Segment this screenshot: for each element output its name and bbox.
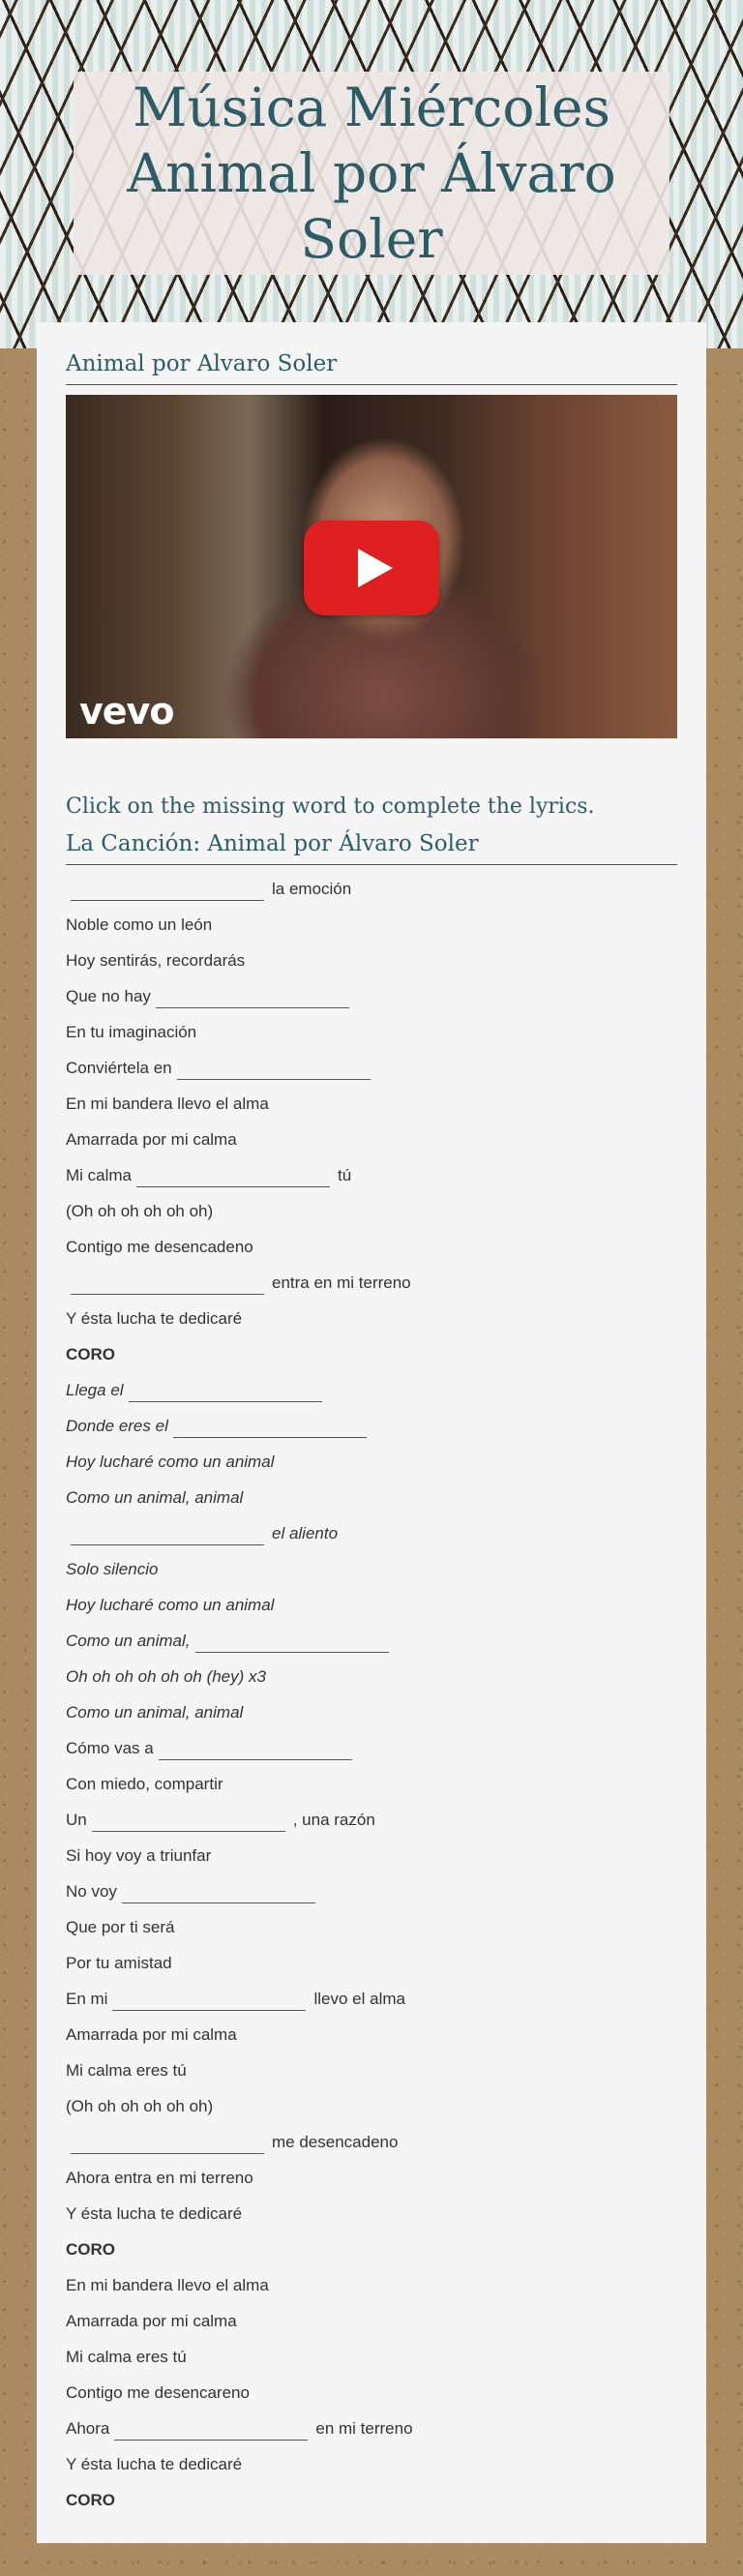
lyric-text: , una razón	[292, 1810, 375, 1829]
lyric-line	[66, 1694, 677, 1730]
lyric-text: En mi bandera llevo el alma	[66, 2275, 269, 2294]
lyric-text: En mi	[66, 1989, 108, 2008]
lyric-text: CORO	[66, 2239, 115, 2259]
lyric-text: entra en mi terreno	[272, 1273, 411, 1292]
lyric-line	[66, 2196, 677, 2232]
divider	[66, 864, 677, 865]
lyric-line	[66, 2052, 677, 2088]
missing-word-blank[interactable]	[122, 1880, 315, 1903]
lyric-text: No voy	[66, 1881, 117, 1901]
divider	[66, 384, 677, 385]
lyric-line	[66, 2017, 677, 2052]
lyric-text: el aliento	[272, 1523, 339, 1543]
lyric-text: Llega el	[66, 1380, 124, 1399]
lyric-line	[66, 1945, 677, 1981]
lyric-text: Ahora entra en mi terreno	[66, 2168, 253, 2187]
lyric-text: Que por ti será	[66, 1917, 175, 1936]
play-icon[interactable]	[304, 521, 439, 615]
lyric-text: En mi bandera llevo el alma	[66, 1093, 269, 1113]
lyric-text: Un	[66, 1810, 87, 1829]
lyric-text: Contigo me desencadeno	[66, 1237, 253, 1256]
lyric-text: Como un animal, animal	[66, 1487, 244, 1507]
lyric-line	[66, 2482, 677, 2518]
lyric-text: Como un animal,	[66, 1631, 191, 1650]
lyric-line	[66, 1587, 677, 1623]
lyric-text: (Oh oh oh oh oh oh)	[66, 1201, 214, 1220]
lyrics-list	[66, 871, 677, 2518]
lyric-text: Cómo vas a	[66, 1738, 154, 1757]
lyric-line	[66, 1909, 677, 1945]
lyric-line	[66, 1193, 677, 1229]
lyric-line	[66, 2088, 677, 2124]
video-section-title: Animal por Alvaro Soler	[66, 351, 338, 376]
title-box	[74, 72, 669, 275]
lyric-text: Y ésta lucha te dedicaré	[66, 2203, 243, 2223]
lyric-text: (Oh oh oh oh oh oh)	[66, 2096, 214, 2115]
lyric-line	[66, 1265, 677, 1301]
lyric-line	[66, 2303, 677, 2339]
lyric-text: en mi terreno	[315, 2418, 413, 2438]
lyric-line	[66, 2124, 677, 2160]
lyric-line	[66, 1659, 677, 1694]
lyric-line	[66, 1623, 677, 1659]
lyric-text: En tu imaginación	[66, 1022, 197, 1041]
lyric-line	[66, 2339, 677, 2375]
lyric-line	[66, 2267, 677, 2303]
lyric-text: Hoy sentirás, recordarás	[66, 950, 246, 970]
lyric-text: Mi calma	[66, 1165, 133, 1184]
lyric-line	[66, 1730, 677, 1766]
lyric-line	[66, 1838, 677, 1873]
lyric-text: Amarrada por mi calma	[66, 2024, 237, 2044]
missing-word-blank[interactable]	[114, 2417, 308, 2441]
missing-word-blank[interactable]	[156, 985, 349, 1008]
lyric-text: Oh oh oh oh oh oh (hey) x3	[66, 1666, 266, 1686]
lyric-text: tú	[338, 1165, 352, 1184]
lyric-text: Y ésta lucha te dedicaré	[66, 2454, 243, 2473]
lyric-line	[66, 1014, 677, 1050]
missing-word-blank[interactable]	[159, 1737, 352, 1760]
missing-word-blank[interactable]	[71, 878, 264, 901]
lyric-line	[66, 1157, 677, 1193]
lyric-line	[66, 2375, 677, 2411]
lyric-text: Amarrada por mi calma	[66, 1129, 237, 1149]
lyric-line	[66, 1766, 677, 1802]
lyric-text: Donde eres el	[66, 1416, 168, 1435]
missing-word-blank[interactable]	[129, 1379, 322, 1402]
lyric-text: Amarrada por mi calma	[66, 2311, 237, 2330]
lyric-line	[66, 907, 677, 943]
lyric-line	[66, 1981, 677, 2017]
lyric-line	[66, 1086, 677, 1122]
lyric-line	[66, 1551, 677, 1587]
page-title: Música Miércoles Animal por Álvaro Soler	[127, 76, 616, 270]
header-banner	[0, 0, 743, 348]
lyric-text: la emoción	[272, 879, 352, 898]
lyric-line	[66, 943, 677, 978]
lyric-line	[66, 1444, 677, 1480]
lyric-text: Conviértela en	[66, 1058, 172, 1077]
missing-word-blank[interactable]	[195, 1630, 389, 1653]
lyric-text: Hoy lucharé como un animal	[66, 1595, 275, 1614]
lyric-text: Y ésta lucha te dedicaré	[66, 1308, 243, 1328]
lyric-text: Como un animal, animal	[66, 1702, 244, 1722]
missing-word-blank[interactable]	[177, 1057, 371, 1080]
song-title: La Canción: Animal por Álvaro Soler	[66, 831, 479, 856]
missing-word-blank[interactable]	[173, 1415, 367, 1438]
lyric-text: Mi calma eres tú	[66, 2060, 187, 2080]
lyric-text: CORO	[66, 2490, 115, 2509]
lyric-text: Por tu amistad	[66, 1953, 172, 1972]
lyric-text: me desencadeno	[272, 2132, 399, 2151]
lyric-text: Hoy lucharé como un animal	[66, 1452, 275, 1471]
lyric-line	[66, 1301, 677, 1336]
lyric-text: Con miedo, compartir	[66, 1774, 223, 1793]
lyric-line	[66, 1050, 677, 1086]
lyric-text: Que no hay	[66, 986, 151, 1005]
lyric-line	[66, 2446, 677, 2482]
lyric-line	[66, 1122, 677, 1157]
lyric-line	[66, 1873, 677, 1909]
missing-word-blank[interactable]	[136, 1164, 330, 1187]
lyric-text: Noble como un león	[66, 914, 213, 934]
missing-word-blank[interactable]	[71, 1522, 264, 1545]
vevo-logo: vevo	[79, 690, 174, 733]
lyric-line	[66, 1515, 677, 1551]
lyric-line	[66, 871, 677, 907]
lyric-line	[66, 978, 677, 1014]
lyric-text: llevo el alma	[313, 1989, 405, 2008]
youtube-video-embed[interactable]	[66, 395, 677, 738]
missing-word-blank[interactable]	[92, 1809, 285, 1832]
lyric-line	[66, 2160, 677, 2196]
lyric-line	[66, 2232, 677, 2267]
instruction-text: Click on the missing word to complete the lyrics.	[66, 794, 595, 819]
lyric-text: Mi calma eres tú	[66, 2347, 187, 2366]
lyric-line	[66, 1802, 677, 1838]
lyric-text: Contigo me desencareno	[66, 2382, 250, 2402]
lyric-text: Solo silencio	[66, 1559, 159, 1578]
lyric-text: Ahora	[66, 2418, 110, 2438]
content-card	[37, 322, 706, 2543]
lyric-line	[66, 1336, 677, 1372]
missing-word-blank[interactable]	[71, 2131, 264, 2154]
missing-word-blank[interactable]	[112, 1988, 306, 2011]
lyric-line	[66, 2411, 677, 2446]
missing-word-blank[interactable]	[71, 1272, 264, 1295]
lyric-text: Si hoy voy a triunfar	[66, 1845, 212, 1865]
lyric-line	[66, 1229, 677, 1265]
lyric-line	[66, 1480, 677, 1515]
lyric-text: CORO	[66, 1344, 115, 1363]
lyric-line	[66, 1408, 677, 1444]
lyric-line	[66, 1372, 677, 1408]
